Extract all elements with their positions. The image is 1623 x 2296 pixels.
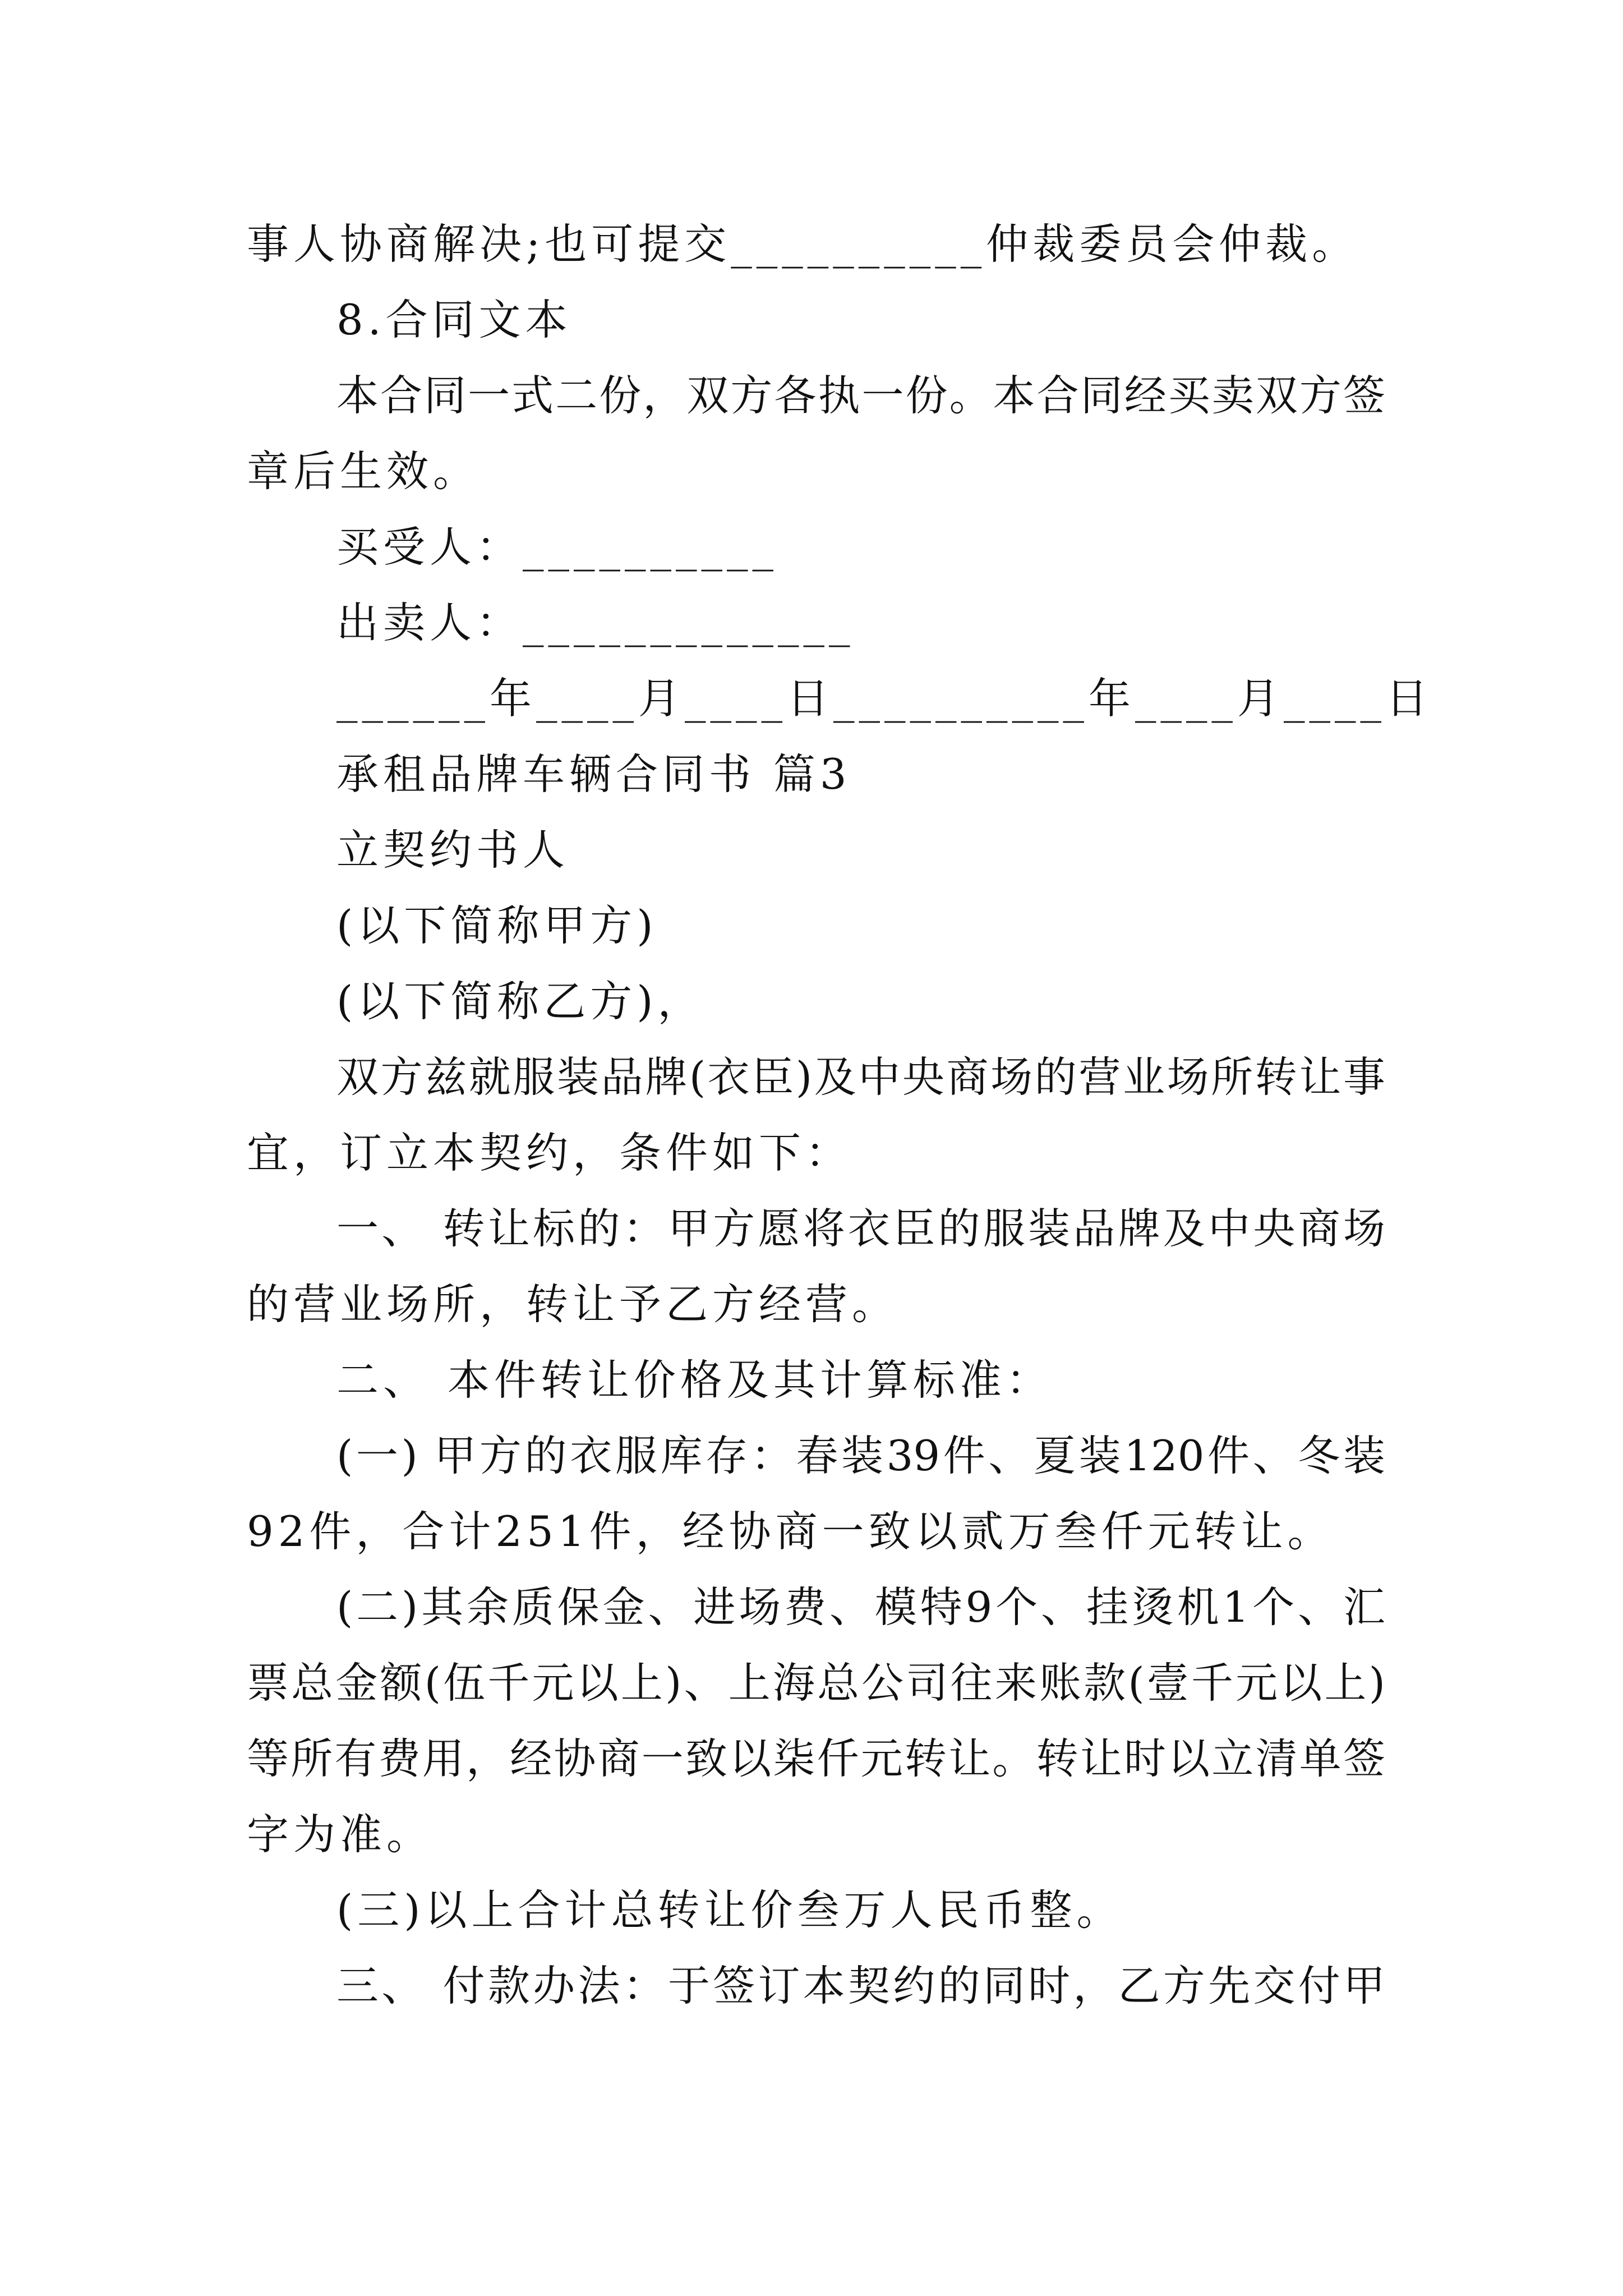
text-line-parties: 立契约书人	[336, 825, 570, 875]
text-line-party-a: (以下简称甲方)	[336, 901, 658, 950]
clause-two-item-1-line-1: (一) 甲方的衣服库存：春装39件、夏装120件、冬装	[336, 1431, 1385, 1480]
clause-two-item-2-line-1: (二)其余质保金、进场费、模特9个、挂烫机1个、汇	[336, 1582, 1385, 1632]
section-heading-contract-text: 8.合同文本	[336, 295, 572, 344]
clause-one-line-2: 的营业场所，转让予乙方经营。	[247, 1280, 899, 1329]
clause-one-line-1: 一、 转让标的：甲方愿将衣臣的服装品牌及中央商场	[336, 1204, 1385, 1253]
clause-three-line-1: 三、 付款办法：于签订本契约的同时，乙方先交付甲	[336, 1961, 1385, 2010]
date-line: ______年____月____日__________年____月____日	[336, 674, 1433, 723]
text-line-copies: 本合同一式二份，双方各执一份。本合同经买卖双方签	[336, 371, 1385, 420]
text-line-purpose: 双方兹就服装品牌(衣臣)及中央商场的营业场所转让事	[336, 1052, 1385, 1102]
clause-two-item-3: (三)以上合计总转让价叁万人民币整。	[336, 1885, 1123, 1935]
seller-signature-line: 出卖人：_____________	[336, 598, 855, 647]
text-line-effective: 章后生效。	[247, 447, 480, 496]
text-line-conditions: 宜，订立本契约，条件如下：	[247, 1128, 852, 1177]
clause-two-item-2-line-4: 字为准。	[247, 1810, 434, 1859]
clause-two-item-2-line-2: 票总金额(伍千元以上)、上海总公司往来账款(壹千元以上)	[247, 1658, 1385, 1708]
clause-two-item-1-line-2: 92件，合计251件，经协商一致以贰万叁仟元转让。	[247, 1507, 1334, 1556]
section-title: 承租品牌车辆合同书 篇3	[336, 749, 851, 799]
clause-two-item-2-line-3: 等所有费用，经协商一致以柒仟元转让。转让时以立清单签	[247, 1734, 1385, 1783]
text-line-party-b: (以下简称乙方)，	[336, 977, 704, 1026]
clause-two-heading: 二、 本件转让价格及其计算标准：	[336, 1355, 1053, 1405]
text-line-arbitration: 事人协商解决;也可提交__________仲裁委员会仲裁。	[247, 219, 1359, 269]
buyer-signature-line: 买受人：__________	[336, 522, 778, 572]
